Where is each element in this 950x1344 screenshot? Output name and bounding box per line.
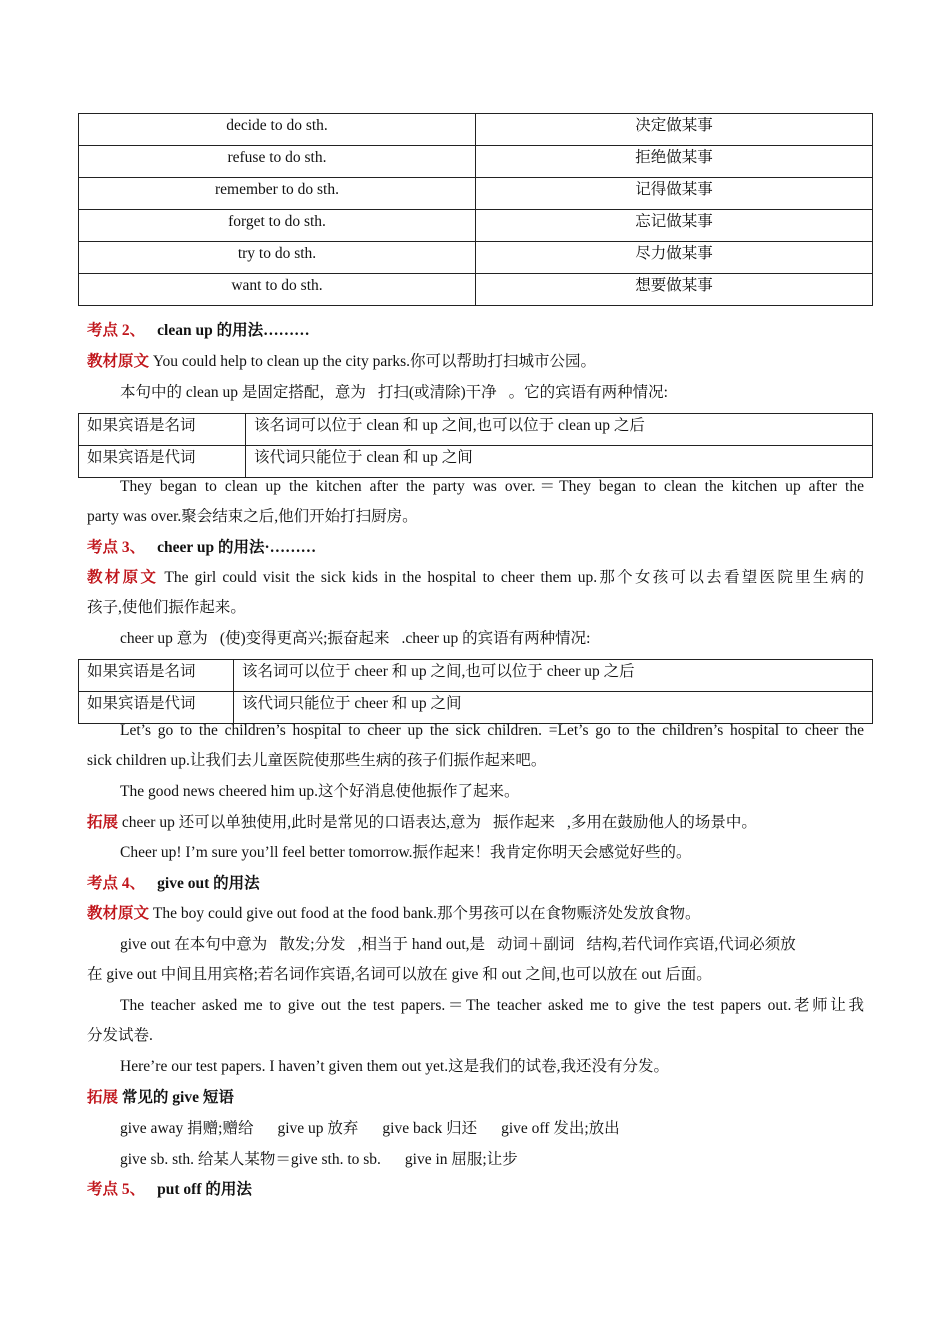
cheer-case-2: 如果宾语是代词: [79, 692, 234, 724]
point4-source-text: The boy could give out food at the food bank.那个男孩可以在食物赈济处发放食物。: [152, 905, 701, 922]
point2-source-text: You could help to clean up the city parks.你可以帮助打扫城市公园。: [152, 353, 597, 370]
point4-explain-meaning: 散发;分发: [279, 936, 346, 953]
point3-source: [87, 568, 864, 588]
point4-explain-b: ,相当于 hand out,是: [357, 936, 485, 953]
phrase-give-back: give back 归还: [382, 1120, 478, 1137]
cheer-rule-2: 该代词只能位于 cheer 和 up 之间: [234, 692, 873, 724]
clean-up-table: [78, 413, 873, 478]
point4-explain-c: 结构,若代词作宾语,代词必须放: [586, 936, 796, 953]
point3-extend-a: cheer up 还可以单独使用,此时是常见的口语表达,意为: [121, 814, 481, 831]
point4-heading: [87, 874, 260, 894]
point2-tag: 考点 2、: [87, 322, 146, 339]
table-row: [79, 210, 873, 242]
point2-explain-meaning: 打扫(或清除)干净: [377, 384, 497, 401]
point3-extend-meaning: 振作起来: [492, 814, 555, 831]
point3-title: cheer up 的用法·………: [157, 539, 317, 556]
point2-source: [87, 352, 596, 372]
verb-phrase-cell: decide to do sth.: [79, 114, 476, 146]
point4-explain-line2: 在 give out 中间且用宾格;若名词作宾语,名词可以放在 give 和 out 之间,也可以放在 out 后面。: [87, 966, 712, 983]
table-row: [79, 692, 873, 724]
point4-example1-line2: 分发试卷.: [87, 1027, 153, 1044]
give-phrases-row2: [120, 1150, 518, 1170]
point3-source-line2: 孩子,使他们振作起来。: [87, 599, 246, 616]
phrase-give-up: give up 放弃: [277, 1120, 359, 1137]
table-row: [79, 178, 873, 210]
verb-phrase-cell: want to do sth.: [79, 274, 476, 306]
verb-meaning-cell: 忘记做某事: [476, 210, 873, 242]
phrase-give-off: give off 发出;放出: [501, 1120, 620, 1137]
point3-explain-a: cheer up 意为: [120, 630, 208, 647]
point4-example1-line1: The teacher asked me to give out the test papers.＝The teacher asked me to give the test papers out.老师让我: [120, 997, 864, 1014]
point5-heading: [87, 1180, 252, 1200]
verb-meaning-cell: 决定做某事: [476, 114, 873, 146]
verb-phrase-cell: forget to do sth.: [79, 210, 476, 242]
point3-example3: Cheer up! I’m sure you’ll feel better tomorrow.振作起来！我肯定你明天会感觉好些的。: [120, 844, 692, 861]
point3-tag: 考点 3、: [87, 539, 146, 556]
point4-explain-a: give out 在本句中意为: [120, 936, 268, 953]
point4-extend: [87, 1088, 234, 1108]
point3-source-line1: The girl could visit the sick kids in the hospital to cheer them up.那个女孩可以去看望医院里生病的: [164, 569, 864, 586]
point3-explain-b: .cheer up 的宾语有两种情况:: [401, 630, 591, 647]
verb-phrase-cell: refuse to do sth.: [79, 146, 476, 178]
point2-title: clean up 的用法………: [157, 322, 310, 339]
point3-extend-b: ,多用在鼓励他人的场景中。: [566, 814, 757, 831]
point4-source: [87, 904, 701, 924]
verb-meaning-cell: 想要做某事: [476, 274, 873, 306]
point3-extend-label: 拓展: [87, 814, 119, 831]
point3-extend: [87, 813, 757, 833]
clean-rule-2: 该代词只能位于 clean 和 up 之间: [246, 446, 873, 478]
verb-meaning-cell: 尽力做某事: [476, 242, 873, 274]
phrase-give-away: give away 捐赠;赠给: [120, 1120, 254, 1137]
verb-phrase-cell: remember to do sth.: [79, 178, 476, 210]
table-row: [79, 146, 873, 178]
point4-source-label: 教材原文: [87, 905, 150, 922]
point2-explain-a: 本句中的 clean up 是固定搭配，意为: [120, 384, 366, 401]
verb-phrase-cell: try to do sth.: [79, 242, 476, 274]
point2-source-label: 教材原文: [87, 353, 150, 370]
point3-example2: The good news cheered him up.这个好消息使他振作了起来。: [120, 783, 520, 800]
table-row: [79, 414, 873, 446]
point2-explain-b: 。它的宾语有两种情况:: [508, 384, 668, 401]
point4-extend-title: 常见的 give 短语: [121, 1089, 234, 1106]
table-row: [79, 446, 873, 478]
point5-tag: 考点 5、: [87, 1181, 146, 1198]
point3-source-label: 教材原文: [87, 569, 159, 586]
point2-example-line1: They began to clean up the kitchen after the party was over.＝They began to clean the kitchen up after the: [120, 478, 864, 495]
point4-explain-line1: [120, 935, 796, 955]
point3-example1-line1: Let’s go to the children’s hospital to cheer up the sick children. =Let’s go to the children’s hospital to cheer the: [120, 722, 864, 739]
phrase-give-sb-sth: give sb. sth. 给某人某物＝give sth. to sb.: [120, 1151, 381, 1168]
cheer-rule-1: 该名词可以位于 cheer 和 up 之间,也可以位于 cheer up 之后: [234, 660, 873, 692]
point4-extend-label: 拓展: [87, 1089, 119, 1106]
cheer-up-table: [78, 659, 873, 724]
verb-meaning-cell: 记得做某事: [476, 178, 873, 210]
verb-meaning-cell: 拒绝做某事: [476, 146, 873, 178]
point4-explain-structure: 动词＋副词: [497, 936, 575, 953]
point2-explain: [120, 383, 668, 403]
table-row: [79, 114, 873, 146]
point2-heading: [87, 321, 310, 341]
point3-heading: [87, 538, 316, 558]
table-row: [79, 660, 873, 692]
verb-phrase-table: [78, 113, 873, 306]
point5-title: put off 的用法: [157, 1181, 252, 1198]
phrase-give-in: give in 屈服;让步: [404, 1151, 518, 1168]
point3-explain-meaning: (使)变得更高兴;振奋起来: [219, 630, 390, 647]
point4-tag: 考点 4、: [87, 875, 146, 892]
point4-title: give out 的用法: [157, 875, 260, 892]
point4-example2: Here’re our test papers. I haven’t given them out yet.这是我们的试卷,我还没有分发。: [120, 1058, 669, 1075]
point2-example-line2: party was over.聚会结束之后,他们开始打扫厨房。: [87, 508, 418, 525]
cheer-case-1: 如果宾语是名词: [79, 660, 234, 692]
clean-case-1: 如果宾语是名词: [79, 414, 246, 446]
clean-rule-1: 该名词可以位于 clean 和 up 之间,也可以位于 clean up 之后: [246, 414, 873, 446]
table-row: [79, 242, 873, 274]
table-row: [79, 274, 873, 306]
give-phrases-row1: [120, 1119, 620, 1139]
point3-explain: [120, 629, 590, 649]
point3-example1-line2: sick children up.让我们去儿童医院使那些生病的孩子们振作起来吧。: [87, 752, 547, 769]
clean-case-2: 如果宾语是代词: [79, 446, 246, 478]
